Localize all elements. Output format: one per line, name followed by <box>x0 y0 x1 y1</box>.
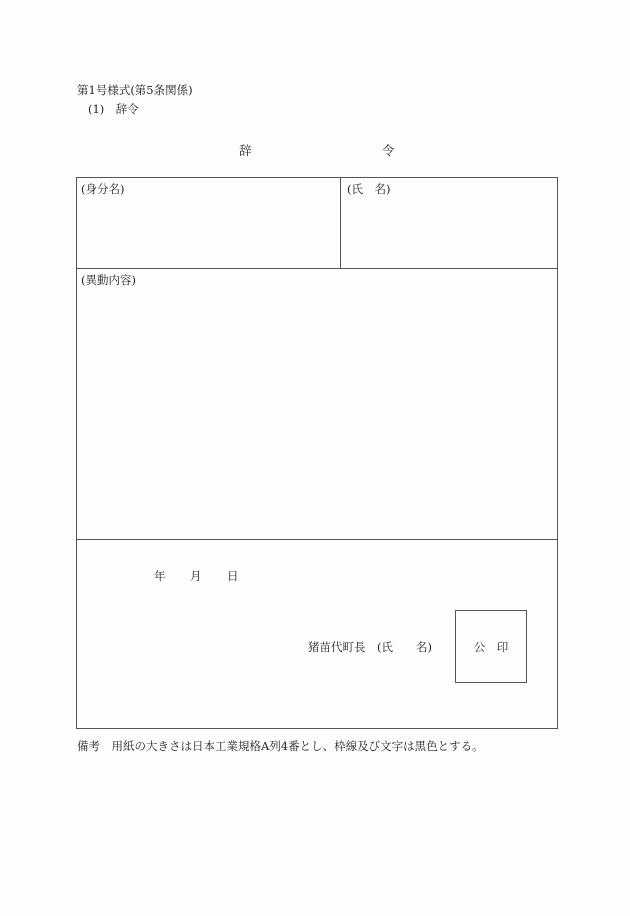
content-label: (異動内容) <box>81 273 136 287</box>
date-year: 年 <box>154 569 166 583</box>
column-divider <box>340 178 341 268</box>
title-left-char: 辞 <box>239 143 252 158</box>
name-label: (氏 名) <box>347 182 391 196</box>
form-item: (1) 辞令 <box>88 102 139 116</box>
official-seal-box <box>455 610 527 683</box>
row-divider-2 <box>77 539 557 540</box>
form-number: 第1号様式(第5条関係) <box>77 83 193 97</box>
footer-note: 備考 用紙の大きさは日本工業規格A列4番とし、枠線及び文字は黒色とする。 <box>77 739 484 753</box>
date-month: 月 <box>190 569 202 583</box>
position-label: (身分名) <box>81 182 125 196</box>
date-day: 日 <box>227 569 239 583</box>
appointment-form <box>76 177 558 729</box>
row-divider-1 <box>77 268 557 269</box>
title-right-char: 令 <box>382 143 395 158</box>
issuer-label: 猪苗代町長 (氏 名) <box>308 640 432 654</box>
seal-label: 公 印 <box>473 639 509 654</box>
